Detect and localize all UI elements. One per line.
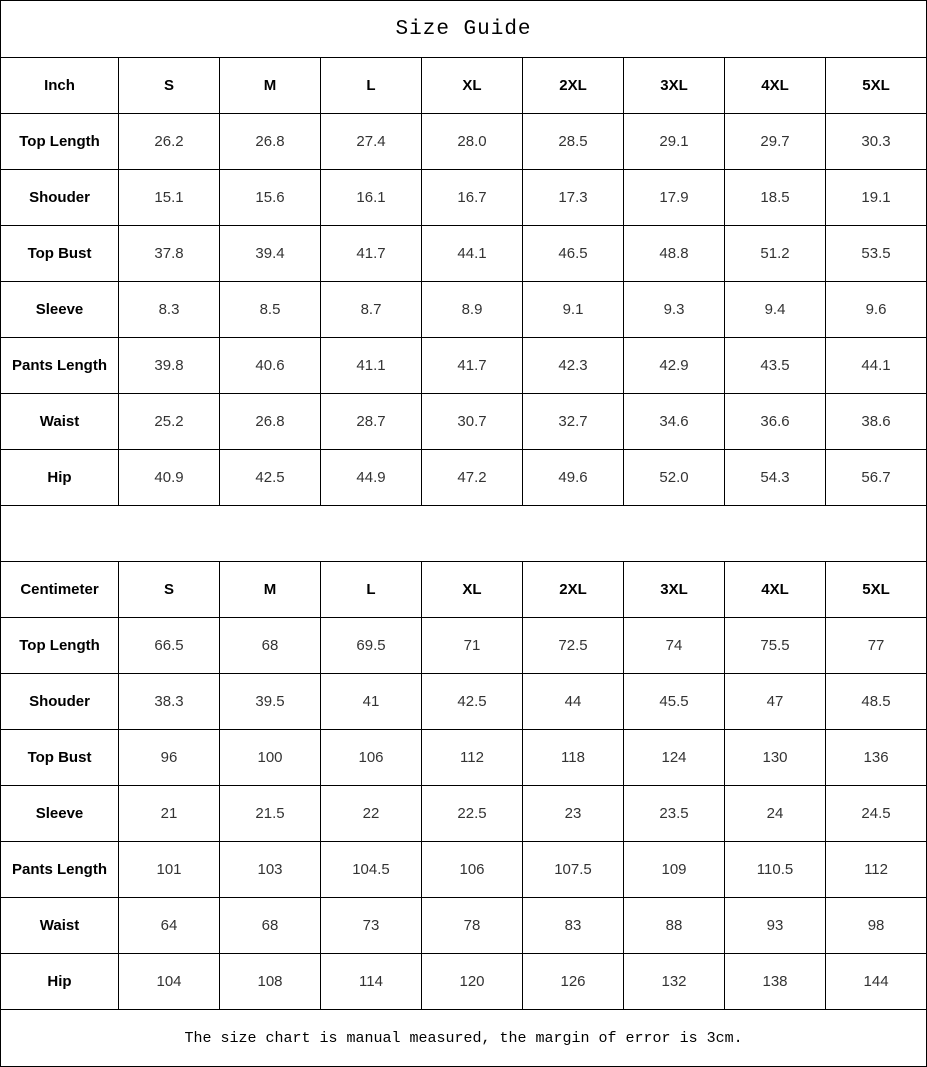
value-cell: 9.4 [725,282,826,338]
value-cell: 44.1 [826,338,927,394]
size-header-row [1,562,927,618]
value-cell: 9.6 [826,282,927,338]
table-row [1,674,927,730]
row-label-cell: Sleeve [1,282,119,338]
value-cell: 56.7 [826,450,927,506]
size-header-cell: M [220,562,321,618]
value-cell: 39.5 [220,674,321,730]
value-cell: 41.7 [422,338,523,394]
value-cell: 30.3 [826,114,927,170]
unit-header-cell: Inch [1,58,119,114]
value-cell: 78 [422,898,523,954]
value-cell: 39.8 [119,338,220,394]
value-cell: 106 [321,730,422,786]
value-cell: 96 [119,730,220,786]
value-cell: 41.1 [321,338,422,394]
value-cell: 15.6 [220,170,321,226]
value-cell: 29.1 [624,114,725,170]
value-cell: 21 [119,786,220,842]
value-cell: 130 [725,730,826,786]
value-cell: 77 [826,618,927,674]
value-cell: 45.5 [624,674,725,730]
value-cell: 28.7 [321,394,422,450]
table-row [1,394,927,450]
value-cell: 26.2 [119,114,220,170]
value-cell: 103 [220,842,321,898]
value-cell: 108 [220,954,321,1010]
value-cell: 28.0 [422,114,523,170]
value-cell: 24 [725,786,826,842]
value-cell: 138 [725,954,826,1010]
table-row [1,170,927,226]
value-cell: 38.6 [826,394,927,450]
value-cell: 39.4 [220,226,321,282]
row-label-cell: Waist [1,394,119,450]
value-cell: 22.5 [422,786,523,842]
value-cell: 40.9 [119,450,220,506]
value-cell: 47.2 [422,450,523,506]
value-cell: 17.9 [624,170,725,226]
value-cell: 71 [422,618,523,674]
value-cell: 48.8 [624,226,725,282]
value-cell: 53.5 [826,226,927,282]
value-cell: 26.8 [220,114,321,170]
footer-note: The size chart is manual measured, the margin of error is 3cm. [1,1010,927,1067]
size-header-cell: 2XL [523,58,624,114]
row-label-cell: Sleeve [1,786,119,842]
value-cell: 74 [624,618,725,674]
page-title: Size Guide [1,1,927,58]
value-cell: 8.9 [422,282,523,338]
value-cell: 44.9 [321,450,422,506]
size-header-cell: 5XL [826,58,927,114]
value-cell: 68 [220,898,321,954]
row-label-cell: Hip [1,954,119,1010]
table-row [1,618,927,674]
value-cell: 46.5 [523,226,624,282]
value-cell: 88 [624,898,725,954]
value-cell: 106 [422,842,523,898]
value-cell: 44.1 [422,226,523,282]
table-row [1,226,927,282]
value-cell: 112 [422,730,523,786]
value-cell: 132 [624,954,725,1010]
value-cell: 69.5 [321,618,422,674]
value-cell: 48.5 [826,674,927,730]
table-row [1,954,927,1010]
measurement-tables-section [1,58,927,1010]
value-cell: 104.5 [321,842,422,898]
value-cell: 68 [220,618,321,674]
value-cell: 9.1 [523,282,624,338]
title-section [1,1,927,58]
row-label-cell: Top Length [1,618,119,674]
value-cell: 38.3 [119,674,220,730]
row-label-cell: Pants Length [1,842,119,898]
value-cell: 120 [422,954,523,1010]
value-cell: 34.6 [624,394,725,450]
table-gap-row [1,506,927,562]
value-cell: 29.7 [725,114,826,170]
size-header-cell: 3XL [624,58,725,114]
value-cell: 42.9 [624,338,725,394]
value-cell: 72.5 [523,618,624,674]
value-cell: 23.5 [624,786,725,842]
table-gap [1,506,927,562]
size-header-cell: 4XL [725,562,826,618]
value-cell: 112 [826,842,927,898]
value-cell: 42.5 [220,450,321,506]
row-label-cell: Top Bust [1,730,119,786]
value-cell: 114 [321,954,422,1010]
size-header-row [1,58,927,114]
value-cell: 16.7 [422,170,523,226]
value-cell: 64 [119,898,220,954]
value-cell: 9.3 [624,282,725,338]
row-label-cell: Top Length [1,114,119,170]
table-row [1,450,927,506]
value-cell: 109 [624,842,725,898]
size-header-cell: XL [422,58,523,114]
value-cell: 22 [321,786,422,842]
value-cell: 126 [523,954,624,1010]
value-cell: 23 [523,786,624,842]
row-label-cell: Hip [1,450,119,506]
row-label-cell: Top Bust [1,226,119,282]
value-cell: 40.6 [220,338,321,394]
value-cell: 54.3 [725,450,826,506]
value-cell: 21.5 [220,786,321,842]
size-header-cell: 3XL [624,562,725,618]
title-row [1,1,927,58]
value-cell: 110.5 [725,842,826,898]
row-label-cell: Shouder [1,674,119,730]
value-cell: 100 [220,730,321,786]
size-header-cell: M [220,58,321,114]
size-header-cell: XL [422,562,523,618]
value-cell: 47 [725,674,826,730]
value-cell: 42.5 [422,674,523,730]
value-cell: 52.0 [624,450,725,506]
value-cell: 36.6 [725,394,826,450]
value-cell: 27.4 [321,114,422,170]
value-cell: 16.1 [321,170,422,226]
row-label-cell: Pants Length [1,338,119,394]
value-cell: 24.5 [826,786,927,842]
value-cell: 83 [523,898,624,954]
value-cell: 41.7 [321,226,422,282]
size-header-cell: L [321,58,422,114]
table-row [1,114,927,170]
size-header-cell: S [119,562,220,618]
table-row [1,730,927,786]
table-row [1,842,927,898]
value-cell: 144 [826,954,927,1010]
size-header-cell: S [119,58,220,114]
value-cell: 93 [725,898,826,954]
value-cell: 42.3 [523,338,624,394]
value-cell: 18.5 [725,170,826,226]
value-cell: 66.5 [119,618,220,674]
footer-section [1,1010,927,1067]
value-cell: 51.2 [725,226,826,282]
value-cell: 107.5 [523,842,624,898]
value-cell: 75.5 [725,618,826,674]
value-cell: 104 [119,954,220,1010]
value-cell: 28.5 [523,114,624,170]
size-header-cell: 5XL [826,562,927,618]
value-cell: 101 [119,842,220,898]
table-row [1,338,927,394]
row-label-cell: Shouder [1,170,119,226]
row-label-cell: Waist [1,898,119,954]
value-cell: 136 [826,730,927,786]
table-row [1,282,927,338]
value-cell: 25.2 [119,394,220,450]
size-header-cell: L [321,562,422,618]
value-cell: 30.7 [422,394,523,450]
table-row [1,786,927,842]
value-cell: 118 [523,730,624,786]
value-cell: 37.8 [119,226,220,282]
table-row [1,898,927,954]
value-cell: 73 [321,898,422,954]
value-cell: 26.8 [220,394,321,450]
value-cell: 49.6 [523,450,624,506]
value-cell: 44 [523,674,624,730]
value-cell: 15.1 [119,170,220,226]
value-cell: 43.5 [725,338,826,394]
unit-header-cell: Centimeter [1,562,119,618]
value-cell: 8.7 [321,282,422,338]
value-cell: 32.7 [523,394,624,450]
value-cell: 98 [826,898,927,954]
footer-row [1,1010,927,1067]
size-header-cell: 4XL [725,58,826,114]
value-cell: 17.3 [523,170,624,226]
value-cell: 8.3 [119,282,220,338]
value-cell: 124 [624,730,725,786]
size-header-cell: 2XL [523,562,624,618]
value-cell: 19.1 [826,170,927,226]
value-cell: 8.5 [220,282,321,338]
value-cell: 41 [321,674,422,730]
